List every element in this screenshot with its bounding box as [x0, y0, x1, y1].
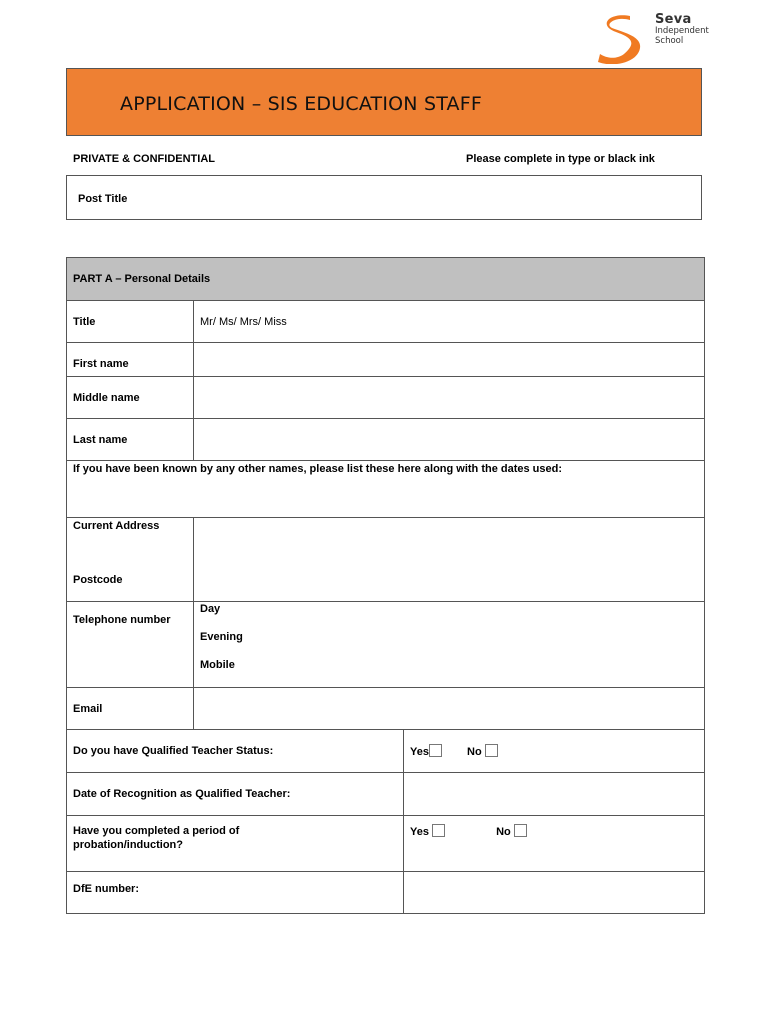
current-address-label: Current Address: [73, 520, 160, 532]
first-name-label: First name: [67, 343, 194, 377]
qts-no-checkbox[interactable]: [485, 744, 498, 757]
qts-yes-label: Yes: [410, 746, 429, 758]
logo-line-2: Independent: [655, 26, 709, 36]
last-name-label: Last name: [67, 419, 194, 461]
middle-name-label: Middle name: [67, 377, 194, 419]
title-field[interactable]: [194, 301, 705, 343]
middle-name-field[interactable]: [194, 377, 705, 419]
qts-options: [404, 730, 705, 773]
evening-label: Evening: [200, 631, 243, 643]
probation-options: [404, 816, 705, 872]
logo-name: Seva: [655, 12, 692, 27]
date-recognition-label: Date of Recognition as Qualified Teacher:: [67, 773, 404, 816]
probation-yes-checkbox[interactable]: [432, 824, 445, 837]
qts-yes-checkbox[interactable]: [429, 744, 442, 757]
dfe-number-field[interactable]: [404, 872, 705, 914]
part-a-heading: PART A – Personal Details: [67, 258, 705, 301]
title-banner: [66, 68, 702, 136]
ink-note: Please complete in type or black ink: [466, 153, 655, 165]
telephone-field[interactable]: [194, 602, 705, 688]
date-recognition-field[interactable]: [404, 773, 705, 816]
last-name-field[interactable]: [194, 419, 705, 461]
day-label: Day: [200, 603, 221, 615]
personal-details-table: [66, 257, 705, 914]
address-field[interactable]: [194, 518, 705, 602]
dfe-number-label: DfE number:: [67, 872, 404, 914]
mobile-label: Mobile: [200, 659, 235, 671]
title-options: Mr/ Ms/ Mrs/ Miss: [200, 315, 287, 328]
email-label: Email: [67, 688, 194, 730]
telephone-label: Telephone number: [67, 602, 194, 688]
logo-line-3: School: [655, 35, 684, 46]
probation-question-text: Have you completed a period of probation/induction?: [73, 825, 240, 851]
page-title: APPLICATION – SIS EDUCATION STAFF: [120, 93, 483, 115]
qts-question: Do you have Qualified Teacher Status:: [67, 730, 404, 773]
other-names-field[interactable]: [67, 461, 705, 518]
postcode-label: Postcode: [73, 574, 123, 586]
other-names-label: If you have been known by any other names, please list these here along with the dates used:: [73, 463, 563, 475]
post-title-field[interactable]: [66, 175, 702, 220]
first-name-field[interactable]: [194, 343, 705, 377]
address-label-cell: [67, 518, 194, 602]
probation-no-checkbox[interactable]: [514, 824, 527, 837]
logo-wordmark: [655, 13, 709, 45]
qts-no-label: No: [467, 746, 482, 758]
probation-question: [67, 816, 404, 872]
email-field[interactable]: [194, 688, 705, 730]
probation-no-label: No: [496, 826, 511, 838]
probation-yes-label: Yes: [410, 826, 429, 838]
post-title-label: Post Title: [78, 193, 128, 205]
title-label: Title: [67, 301, 194, 343]
private-label: PRIVATE & CONFIDENTIAL: [73, 153, 215, 165]
